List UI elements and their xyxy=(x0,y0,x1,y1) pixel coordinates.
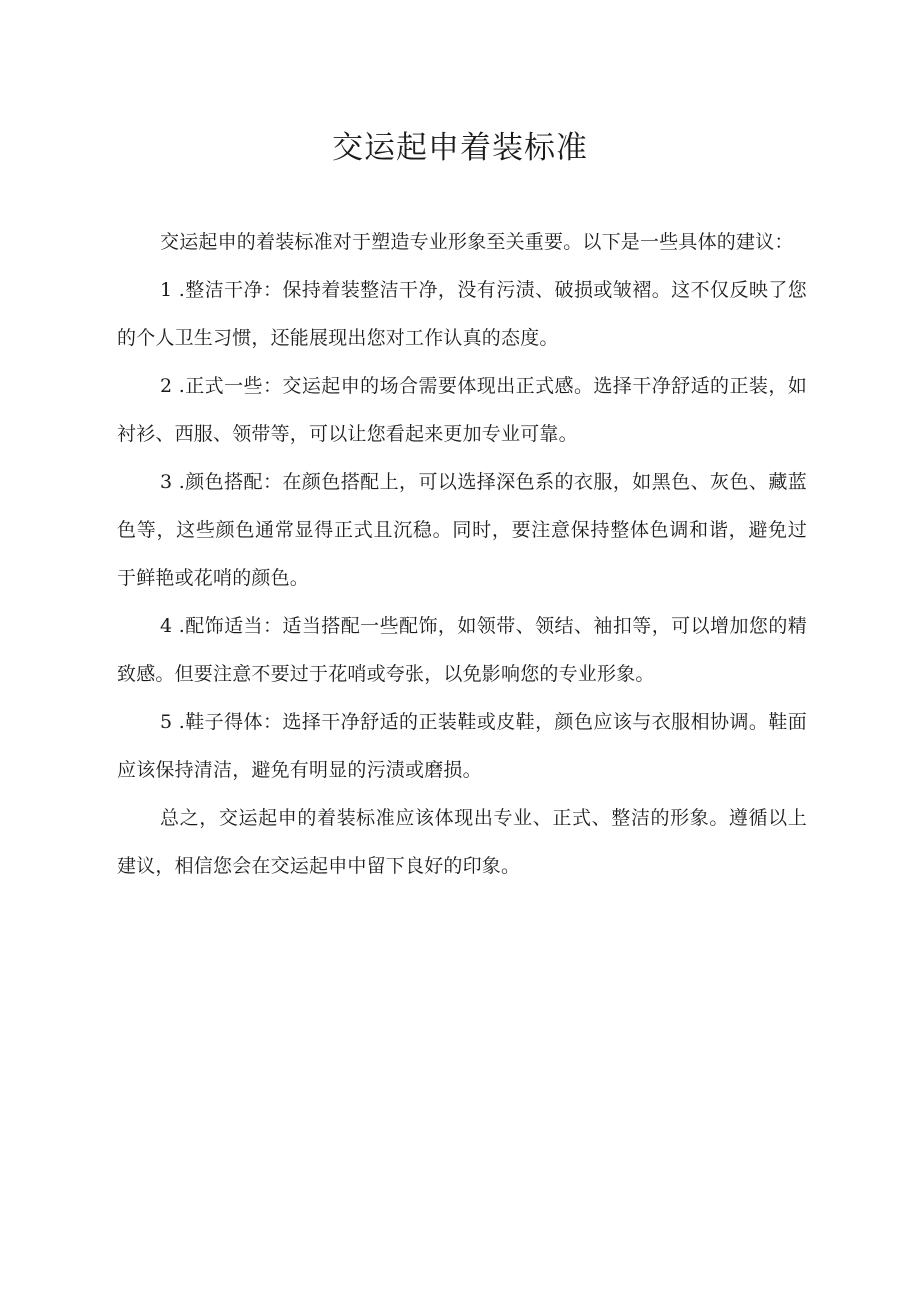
point-4-paragraph: 4 .配饰适当：适当搭配一些配饰，如领带、领结、袖扣等，可以增加您的精致感。但要注意不要过于花哨或夸张，以免影响您的专业形象。 xyxy=(117,615,807,685)
point-3-paragraph: 3 .颜色搭配：在颜色搭配上，可以选择深色系的衣服，如黑色、灰色、藏蓝色等，这些颜色通常显得正式且沉稳。同时，要注意保持整体色调和谐，避免过于鲜艳或花哨的颜色。 xyxy=(117,471,807,589)
conclusion-paragraph: 总之，交运起申的着装标准应该体现出专业、正式、整洁的形象。遵循以上建议，相信您会在交运起申中留下良好的印象。 xyxy=(117,807,807,877)
document-title: 交运起申着装标准 xyxy=(332,130,588,166)
point-5-paragraph: 5 .鞋子得体：选择干净舒适的正装鞋或皮鞋，颜色应该与衣服相协调。鞋面应该保持清洁，避免有明显的污渍或磨损。 xyxy=(117,711,807,781)
intro-paragraph: 交运起申的着装标准对于塑造专业形象至关重要。以下是一些具体的建议： xyxy=(160,231,794,253)
document-body xyxy=(117,218,807,890)
point-2-paragraph: 2 .正式一些：交运起申的场合需要体现出正式感。选择干净舒适的正装，如衬衫、西服、领带等，可以让您看起来更加专业可靠。 xyxy=(117,375,807,445)
point-1-paragraph: 1 .整洁干净：保持着装整洁干净，没有污渍、破损或皱褶。这不仅反映了您的个人卫生习惯，还能展现出您对工作认真的态度。 xyxy=(117,279,807,349)
